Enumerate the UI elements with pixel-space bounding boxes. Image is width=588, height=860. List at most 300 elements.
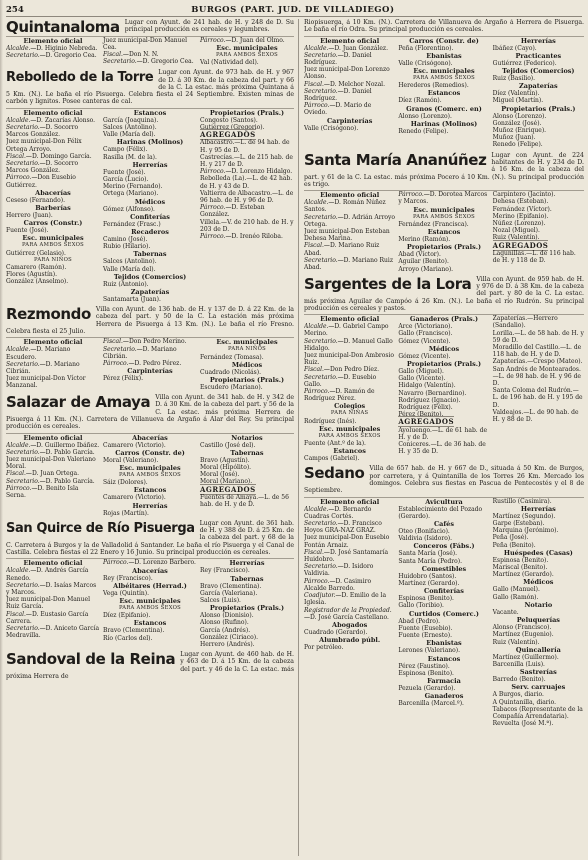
listing-entry: Fernández (Francisca). [398, 220, 469, 228]
section-heading: Estancos [427, 654, 461, 663]
listing-entry: Santa María (José). [398, 550, 458, 558]
official-entry: Juez municipal-Don Esteban Dehesa Marina. [304, 227, 390, 243]
listing-entry: Gutiérrez (Federico). [492, 59, 557, 67]
listing-entry: Fuente (Eusebio). [398, 624, 453, 632]
official-entry: Párroco.—Don Eusebio Gutiérrez. [6, 174, 76, 189]
section-heading: Ganaderos (Prals.) [409, 315, 479, 324]
subsection-label: PARA AMBOS SEXOS [215, 51, 279, 58]
official-entry: Secretario.—D. Aniceto García Medravilla. [6, 624, 100, 640]
listing-entry: Río (Carlos del). [103, 634, 153, 642]
section-heading: Estancos [133, 108, 167, 117]
listing-entry: Valdeajos.—L. de 90 hab. de H. y 88 de D. [492, 408, 579, 424]
listing-column [493, 37, 584, 149]
section-heading: Tabernas [230, 574, 264, 583]
entry-header [6, 19, 294, 34]
agregados-heading: AGREGADOS [200, 130, 256, 140]
section-heading: Estancos [133, 486, 167, 495]
listing-entry: Camarero (Victorio). [103, 441, 166, 449]
town-entry [304, 465, 584, 727]
section-heading: Practicantes [515, 51, 562, 60]
official-entry: Fiscal.—D. Melchor Nozal. [304, 80, 386, 88]
town-entry [6, 19, 294, 66]
entry-listing-grid [304, 497, 584, 728]
official-entry: Párroco.—D. Esteban González. [200, 204, 265, 219]
listing-column [304, 498, 395, 728]
official-entry: Alcalde.—D. Bernardo Cuadras Cortés. [304, 505, 372, 520]
listing-entry: Moral (José). [200, 471, 240, 479]
listing-entry: Barcenilla (Luis). [492, 660, 545, 668]
official-entry: Juez municipal-Don Víctor Manzanal. [6, 375, 86, 390]
listing-column [103, 434, 197, 517]
official-entry: Alcalde.—D. Higinio Nebreda. [6, 44, 98, 52]
listing-entry: González (Ciriaco). [200, 633, 258, 641]
listing-column [200, 37, 294, 67]
listing-entry: San Andrés de Montearados.—L. de 98 hab. de H. y 96 de D. [492, 365, 581, 388]
listing-entry: Gómez (Vicente). [398, 352, 451, 360]
town-description: Villa con Ayunt. de 136 hab. de H. y 137 de D. á 22 Km. de la cabeza del part. y 50 de la C. La estación más próxima Herrera de Pisuerga á 13 Km. (N.). Le baña el río Fresno. Celebra fiesta el 25 Julio. [6, 306, 294, 336]
town-name: Quintanaloma [6, 19, 120, 36]
listing-entry: Renedo (Felipe). [398, 127, 449, 135]
listing-column [6, 338, 100, 391]
listing-entry: Muñoz (Enrique). [492, 127, 547, 135]
listing-entry: Bravo (Clementina). [103, 627, 165, 635]
entry-listing-grid [6, 108, 294, 303]
entry-header [6, 69, 294, 105]
official-entry: Secretario.—D. Pablo García. [6, 477, 95, 485]
listing-entry: Revuelta (José M.ª). [492, 720, 554, 728]
listing-entry: Santa María (Pedro). [398, 557, 462, 565]
section-heading: Tabernas [133, 250, 167, 259]
listing-entry: Espinosa (Benito). [398, 669, 454, 677]
listing-entry: Rodríguez (Ignacio). [398, 396, 461, 404]
listing-entry: Díez (Epifanio). [103, 612, 151, 620]
entry-header [304, 465, 584, 494]
section-heading: Colegios [334, 402, 366, 411]
listing-entry: Merino (Ramón). [398, 235, 451, 243]
listing-entry: Garpe (Esteban). [492, 520, 545, 528]
listing-entry: Castillo (José del). [200, 441, 256, 449]
entry-header [304, 276, 584, 312]
listing-entry: Zapaterías.—Herrero (Sandalio). [492, 315, 558, 330]
official-entry: Alcalde.—D. Zacarías Alonso. [6, 116, 96, 124]
town-name: Sargentes de la Lora [304, 274, 472, 293]
listing-entry: Fuentes de Amaya.—L. de 56 hab. de H. y de D. [200, 493, 289, 509]
section-heading: Estancos [133, 619, 167, 628]
entry-header [304, 19, 584, 34]
listing-entry: Flores (Agustín). [6, 271, 57, 279]
town-entry [6, 394, 294, 517]
listing-entry: Alonso (Lorenzo). [398, 112, 452, 120]
listing-entry: Peña (Florentino). [398, 44, 454, 52]
listing-entry: Martínez (Eugenio). [492, 631, 554, 639]
town-description: Lugar con Ayunt. de 973 hab. de H. y 967 de D. á 30 Km. de la cabeza del part. y 66 de la C. La estac. más próxima Quintana á 5 Km. (N.). Le baña el río Pisuerga. Celebra fiesta el 24 Septiembre. Existen minas de carbón y lignitos. Posee canteras de cal. [6, 69, 294, 106]
town-name: Santa María Ananúñez [304, 150, 487, 169]
listing-entry: Congosto (Santos). [200, 116, 258, 124]
official-entry: Alcalde.—D. Andrés García Renedo. [6, 567, 89, 582]
listing-entry: Cuadrado (Gerardo). [304, 628, 368, 636]
town-description: Lugar con Ayunt. de 361 hab. de H. y 388 de D. á 25 Km. de la cabeza del part. y 68 de la C. Carretera á Burgos y la de Valladolid á Santander. Le baña el río Pisuerga y el Canal de Castilla. Celebra fiestas el 22 Enero y 16 Junio. Su principal producción es cereales. [6, 519, 294, 557]
section-heading: Ebanistas [426, 51, 462, 60]
section-heading: Abacerías [132, 566, 168, 575]
listing-entry: Val (Natividad del). [200, 59, 259, 66]
listing-entry: Salces (Antolino). [103, 258, 157, 266]
town-entry [304, 276, 584, 463]
town-name: San Quirce de Río Pisuerga [6, 520, 195, 536]
listing-entry: Arroyo (Mariano). [398, 265, 454, 273]
section-heading: Confiterías [424, 587, 464, 596]
entry-header [6, 520, 294, 556]
listing-entry: Rodríguez (Inés). [304, 417, 357, 425]
listing-entry: Rey (Francisco). [200, 567, 250, 575]
listing-entry: Pérez (Félix). [103, 375, 144, 383]
subsection-label: PARA AMBOS SEXOS [118, 604, 182, 611]
listing-entry: Navarro (Bernardino). [398, 389, 467, 397]
listing-entry: Martínez (Guillermo). [492, 653, 559, 661]
listing-column [398, 37, 489, 149]
agregados-heading: AGREGADOS [492, 240, 549, 250]
official-entry: Secretario.—D. Francisco Hoyos GRA-NAZ GRAZ. [304, 520, 382, 535]
section-heading: Carros (Constr. de) [115, 448, 185, 457]
section-heading: Barberías [35, 203, 71, 212]
listing-entry: Díez (Valentín). [492, 90, 540, 98]
section-heading: Tejidos (Comercios) [502, 67, 575, 75]
town-entry [304, 19, 584, 149]
listing-column [6, 109, 100, 303]
listing-entry: Tabacos (Representante de la Compañía Arrendataria). [492, 705, 583, 720]
listing-column [398, 315, 489, 462]
listing-entry: Coniceres.—L. de 36 hab. de H. y 35 de D. [398, 441, 486, 456]
section-heading: Propietarios (Prals.) [406, 360, 482, 369]
subsection-label: PARA AMBOS SEXOS [412, 213, 475, 220]
official-entry: Fiscal.—Don Pedro Merino. [103, 338, 187, 346]
listing-column [200, 338, 294, 391]
official-entry: Secretario.—D. Mariano Ruiz Abad. [304, 256, 393, 271]
listing-entry: Ortega (Mariano). [103, 190, 159, 198]
listing-entry: Alonso (Rufino). [200, 619, 249, 627]
official-entry: Secretario.—D. Mariano Cibrián. [6, 360, 80, 375]
listing-entry: Rojas (Martín). [103, 509, 149, 517]
section-heading: Tabernas [230, 448, 264, 457]
listing-column [103, 109, 197, 303]
subsection-label: PARA NIÑOS [228, 346, 266, 353]
official-entry: Párroco.—D. Casimiro Alcalde Barredo. [304, 577, 372, 592]
section-heading: Herrerías [132, 501, 168, 510]
official-entry: Secretario.—D. Gregorio Cea. [103, 58, 194, 66]
listing-entry: Huidobro (Santos). [398, 572, 457, 580]
official-entry: Juez municipal-Don Félix Ortega Arroyo. [6, 138, 82, 153]
listing-entry: Merino (Epifanio). [492, 212, 549, 220]
listing-column [103, 37, 197, 67]
section-heading: Elemento oficial [23, 559, 83, 568]
listing-entry: Valle (Crisógono). [398, 59, 453, 67]
listing-entry: Cuadrado (Nicolás). [200, 368, 261, 376]
listing-entry: Valle (María del). [103, 131, 156, 139]
listing-entry: Gutiérrez (Gelasio). [6, 249, 66, 257]
section-heading: Alumbrado públ. [319, 636, 381, 645]
listing-entry: Campos (Gabriel). [304, 455, 360, 463]
listing-entry: Gómez (Alfonso). [103, 205, 155, 213]
listing-entry: Rey (Francisco). [103, 574, 153, 582]
entry-header [6, 394, 294, 430]
right-column [304, 19, 584, 858]
official-entry: Fiscal.—D. Juan Ortega. [6, 470, 80, 478]
listing-column [200, 109, 294, 303]
section-heading: Albéitares (Herrad.) [113, 581, 187, 590]
listing-entry: Fernández (Frasc.) [103, 220, 161, 228]
listing-entry: Moral (Mariano). [200, 478, 253, 486]
agregados-heading: AGREGADOS [398, 417, 455, 427]
section-heading: Granos (Comerc. en) [406, 104, 482, 113]
section-heading: Cafés [434, 520, 454, 529]
subsection-label: PARA AMBOS SEXOS [412, 75, 475, 81]
section-heading: Esc. municipales [216, 338, 278, 347]
entry-listing-grid [6, 36, 294, 67]
listing-entry: Rubio (Hilario). [103, 243, 151, 251]
listing-entry: González (Anselmo). [6, 278, 69, 286]
listing-entry: Espinosa (Benito). [398, 595, 454, 603]
listing-column [398, 498, 489, 728]
listing-entry: Herrero (Juan). [6, 211, 53, 219]
section-heading: Avicultura [425, 497, 463, 506]
listing-entry: García (Valeriana). [200, 589, 258, 597]
entry-listing-grid [304, 314, 584, 462]
listing-entry: Rodríguez (Félix). [398, 404, 453, 412]
section-heading: Confiterías [130, 212, 170, 221]
listing-entry: Pérez (Faustino). [398, 662, 450, 670]
section-heading: Médicos [134, 197, 166, 206]
listing-entry: Valle (María del). [103, 265, 156, 273]
official-entry: Coadjutor.—D. Emilio de la Iglesia. [304, 592, 387, 607]
agregados-heading: AGREGADOS [200, 484, 256, 494]
section-heading: Serv. carruajes [511, 683, 566, 692]
listing-entry: Herederos (Remedios). [398, 82, 469, 90]
section-heading: Tejidos (Comercios) [113, 272, 187, 281]
listing-entry: Marquina (Jerónimo). [492, 527, 559, 535]
official-entry: Juez municipal-Don Manuel Cea. [103, 36, 187, 51]
subsection-label: PARA AMBOS SEXOS [21, 242, 85, 249]
section-heading: Propietarios (Prals.) [209, 375, 285, 384]
listing-entry: Rebolleda (La).—L. de 42 hab. de H. y 43 de D. [200, 175, 293, 190]
listing-column [6, 559, 100, 648]
listing-column [103, 559, 197, 648]
section-heading: Esc. municipales [119, 596, 181, 605]
section-heading: Estancos [427, 227, 461, 236]
listing-entry: Ruiz (Valentín). [492, 638, 540, 646]
listing-entry: Herrero (Andrés). [200, 640, 255, 648]
entry-listing-grid [6, 558, 294, 648]
listing-entry: Santamarta (Juan). [103, 295, 161, 303]
section-heading: Harinas (Molinos) [410, 119, 478, 128]
listing-entry: Nozal (Miguel). [492, 227, 540, 235]
official-entry: Juez municipal-Don Lorenzo Alonso. [304, 66, 390, 81]
official-entry: Párroco.—D. Benito Isla Serna. [6, 484, 79, 500]
listing-entry: Miguel (Martín). [492, 97, 544, 105]
section-heading: Elemento oficial [23, 433, 83, 442]
town-name: Rezmondo [6, 305, 91, 324]
listing-entry: Ibáñez (Cayo). [492, 44, 537, 52]
section-heading: Notario [524, 600, 553, 609]
listing-entry: Albacastro.—L. de 94 hab. de H. y 95 de D. [200, 139, 290, 154]
section-heading: Médicos [523, 578, 554, 587]
entry-listing-grid [304, 190, 584, 273]
page-number: 254 [6, 5, 24, 15]
official-entry: Fiscal.—D. José Santamaría Huidobro. [304, 548, 389, 564]
listing-entry: Barcenilla (Marcel.º). [398, 700, 464, 708]
section-heading: Zapaterías [130, 287, 170, 296]
listing-entry: Camarero (Victorio). [103, 494, 166, 502]
section-heading: Esc. municipales [413, 67, 475, 75]
listing-entry: Valdivia (Isidoro). [398, 535, 453, 543]
town-name: Salazar de Amaya [6, 393, 151, 412]
subsection-label: PARA NIÑOS [34, 256, 72, 263]
official-entry: Alcalde.—D. Román Núñez Santos. [304, 199, 386, 214]
section-heading: Carros (Constr. de) [409, 36, 479, 45]
listing-column [200, 434, 294, 517]
listing-entry: Núñez (Lorenzo). [492, 219, 546, 227]
listing-entry: Valle (Crisógono). [304, 124, 359, 132]
section-heading: Herrerías [520, 36, 556, 45]
official-entry: Párroco.—D. Ramón de Rodríguez Pérez. [304, 388, 375, 403]
listing-entry: Ceseso (Fernando). [6, 196, 65, 204]
official-entry: Secretario.—D. Eusebio Gallo. [304, 373, 377, 388]
town-description: Lugar con Ayunt. de 460 hab. de H. y 463 de D. á 15 Km. de la cabeza del part. y 46 de la C. La estac. más próxima Herrera de [6, 651, 294, 681]
listing-column [6, 37, 100, 67]
listing-entry: Oteo (Bonifacio). [398, 528, 450, 536]
section-heading: Elemento oficial [23, 36, 83, 45]
section-heading: Zapaterías [519, 82, 558, 91]
listing-entry: García (Andrés). [200, 626, 251, 634]
section-heading: Herrerías [520, 504, 556, 513]
page-fold-shadow [0, 0, 3, 860]
listing-entry: Moradillo del Castillo.—L. de 118 hab. de H. y de D. [492, 344, 582, 359]
section-heading: Esc. municipales [22, 234, 84, 243]
listing-entry: Establecimiento del Pozado (Gerardo). [398, 505, 483, 520]
listing-entry: Peña (José). [492, 534, 529, 542]
town-description: Villa con Ayunt. de 959 hab. de H. y 976 de D. á 38 Km. de la cabeza del part. y 80 de la C. La estac. más próxima Aguilar de Campóo á 26 Km. (N.). Le baña el río Rudrón. Su principal producción es cereales y pastos. [304, 275, 584, 312]
listing-entry: Martínez (Segundo). [492, 512, 556, 520]
section-heading: Elemento oficial [23, 338, 83, 347]
listing-entry: Alonso (Lorenzo). [492, 112, 547, 120]
listing-entry: Fuente (José). [6, 227, 49, 235]
listing-entry: Moral (Valeriano). [103, 456, 159, 464]
official-entry: Alcalde.—D. Juan González. [304, 44, 388, 52]
listing-entry: Gallo (Miguel). [398, 368, 444, 376]
listing-entry: Bravo (Clementina). [200, 582, 262, 590]
section-heading: Elemento oficial [320, 191, 380, 200]
section-heading: Propietarios (Prals.) [209, 108, 285, 117]
listing-entry: Peña (Benito). [492, 541, 536, 549]
listing-entry: Ruiz (Antonio). [103, 280, 149, 288]
listing-entry: Ruiz (Valentín). [492, 234, 540, 242]
section-heading: Estancos [427, 89, 461, 98]
listing-entry: Barredo (Benito). [492, 676, 546, 684]
official-entry: Secretario.—D. Isaías Marcos y Marcos. [6, 581, 97, 596]
section-heading: Recaderos [131, 227, 169, 236]
listing-entry: Alonso (Francisco). [492, 624, 552, 632]
town-entry [6, 69, 294, 303]
section-heading: Huéspedes (Casas) [503, 548, 573, 557]
listing-entry: Camino (José). [103, 235, 148, 243]
official-entry: Secretario.—D. Manuel Gallo Hidalgo. [304, 337, 393, 352]
section-heading: Estancos [333, 447, 366, 456]
town-name: Sedano [304, 464, 365, 483]
official-entry: Secretario.—D. Socorro Marcos González. [6, 123, 79, 139]
town-entry [6, 306, 294, 391]
official-entry: Fiscal.—D. Eustasio García Carrera. [6, 610, 89, 625]
section-heading: Elemento oficial [320, 497, 380, 506]
left-column [6, 19, 294, 858]
listing-entry: Merino (Fernando). [103, 183, 163, 191]
listing-entry: Fuente (José). [103, 168, 146, 176]
section-heading: Quincallería [515, 645, 561, 654]
section-heading: Carpinterías [326, 116, 373, 125]
listing-entry: Escudero (Mariano). [200, 383, 263, 391]
section-heading: Elemento oficial [320, 315, 380, 324]
listing-entry: Salces (Luis). [200, 596, 241, 604]
town-entry [6, 520, 294, 648]
section-heading: Ganaderos [424, 692, 464, 701]
listing-entry: Vacante. [492, 608, 519, 616]
listing-entry: Camarero (Ramón). [6, 263, 67, 271]
section-heading: Abacerías [35, 188, 71, 197]
listing-entry: Castrecías.—L. de 215 hab. de H. y 217 de D. [200, 153, 293, 168]
listing-entry: Villela.—V. de 210 hab. de H. y 203 de D. [200, 218, 294, 233]
listing-entry: Gallo (Toribio). [398, 602, 444, 610]
listing-column [103, 338, 197, 391]
listing-entry: Fuente (Ernesto). [398, 632, 452, 640]
listing-entry: Gallo (Ramón). [492, 593, 539, 601]
listing-column [493, 315, 584, 462]
listing-entry: Pezuela (Gerardo). [398, 684, 456, 692]
listing-entry: Moral (Hipólito). [200, 464, 252, 472]
town-name: Sandoval de la Reina [6, 650, 176, 669]
listing-entry: García (Lucio). [103, 175, 149, 183]
section-heading: Carros (Constr.) [23, 219, 83, 228]
entry-header [6, 306, 294, 335]
listing-column [493, 191, 584, 273]
listing-entry: Fernández (Víctor). [492, 205, 552, 213]
listing-entry: Por petróleo. [304, 644, 344, 652]
subsection-label: PARA NIÑAS [330, 410, 369, 417]
official-entry: Secretario.—D. Daniel Rodríguez. [304, 51, 372, 66]
official-entry: Fiscal.—Don Pedro Díez. [304, 366, 380, 374]
listing-column [304, 191, 395, 273]
listing-entry: Fernández (Tomasa). [200, 353, 264, 361]
listing-entry: Abad (Víctor). [398, 251, 441, 259]
listing-entry: Zapaterías.—Crespo (Mateo). [492, 358, 583, 366]
listing-entry: Santa Coloma del Rudrón.—L. de 196 hab. de H. y 195 de D. [492, 387, 583, 409]
official-entry: Secretario.—D. Pablo García. [6, 448, 95, 456]
listing-entry: Mariscal (Benito). [492, 564, 548, 572]
town-entry [304, 152, 584, 273]
section-heading: Elemento oficial [320, 36, 380, 45]
official-entry: Secretario.—D. Isidoro Valdivia. [304, 563, 374, 578]
listing-entry: Espinosa (Benito). [492, 556, 549, 564]
town-entry [6, 651, 294, 680]
town-description: Lugar con Ayunt. de 224 habitantes de H. y 234 de D. á 16 Km. de la cabeza del part. y 61 de la C. La estac. más próxima Pocero á 10 Km. (N.). Su principal producción es trigo. [304, 151, 584, 188]
section-heading: Harinas (Molinos) [116, 138, 184, 147]
listing-entry: Renedo (Felipe). [492, 141, 543, 149]
official-entry: Párroco.—D. Juan del Olmo. [200, 36, 285, 44]
listing-entry: Campo (Félix). [103, 146, 148, 154]
listing-entry: Ayoluengo.—L. de 61 hab. de H. y de D. [398, 426, 488, 441]
listing-entry: Gutiérrez (Gregorio). [200, 123, 265, 131]
entry-header [304, 152, 584, 188]
column-rule [298, 19, 299, 856]
listing-entry: A Quintanilla, diario. [492, 698, 557, 706]
listing-entry: Gallo (Vicente). [398, 375, 446, 383]
listing-column [304, 37, 395, 149]
